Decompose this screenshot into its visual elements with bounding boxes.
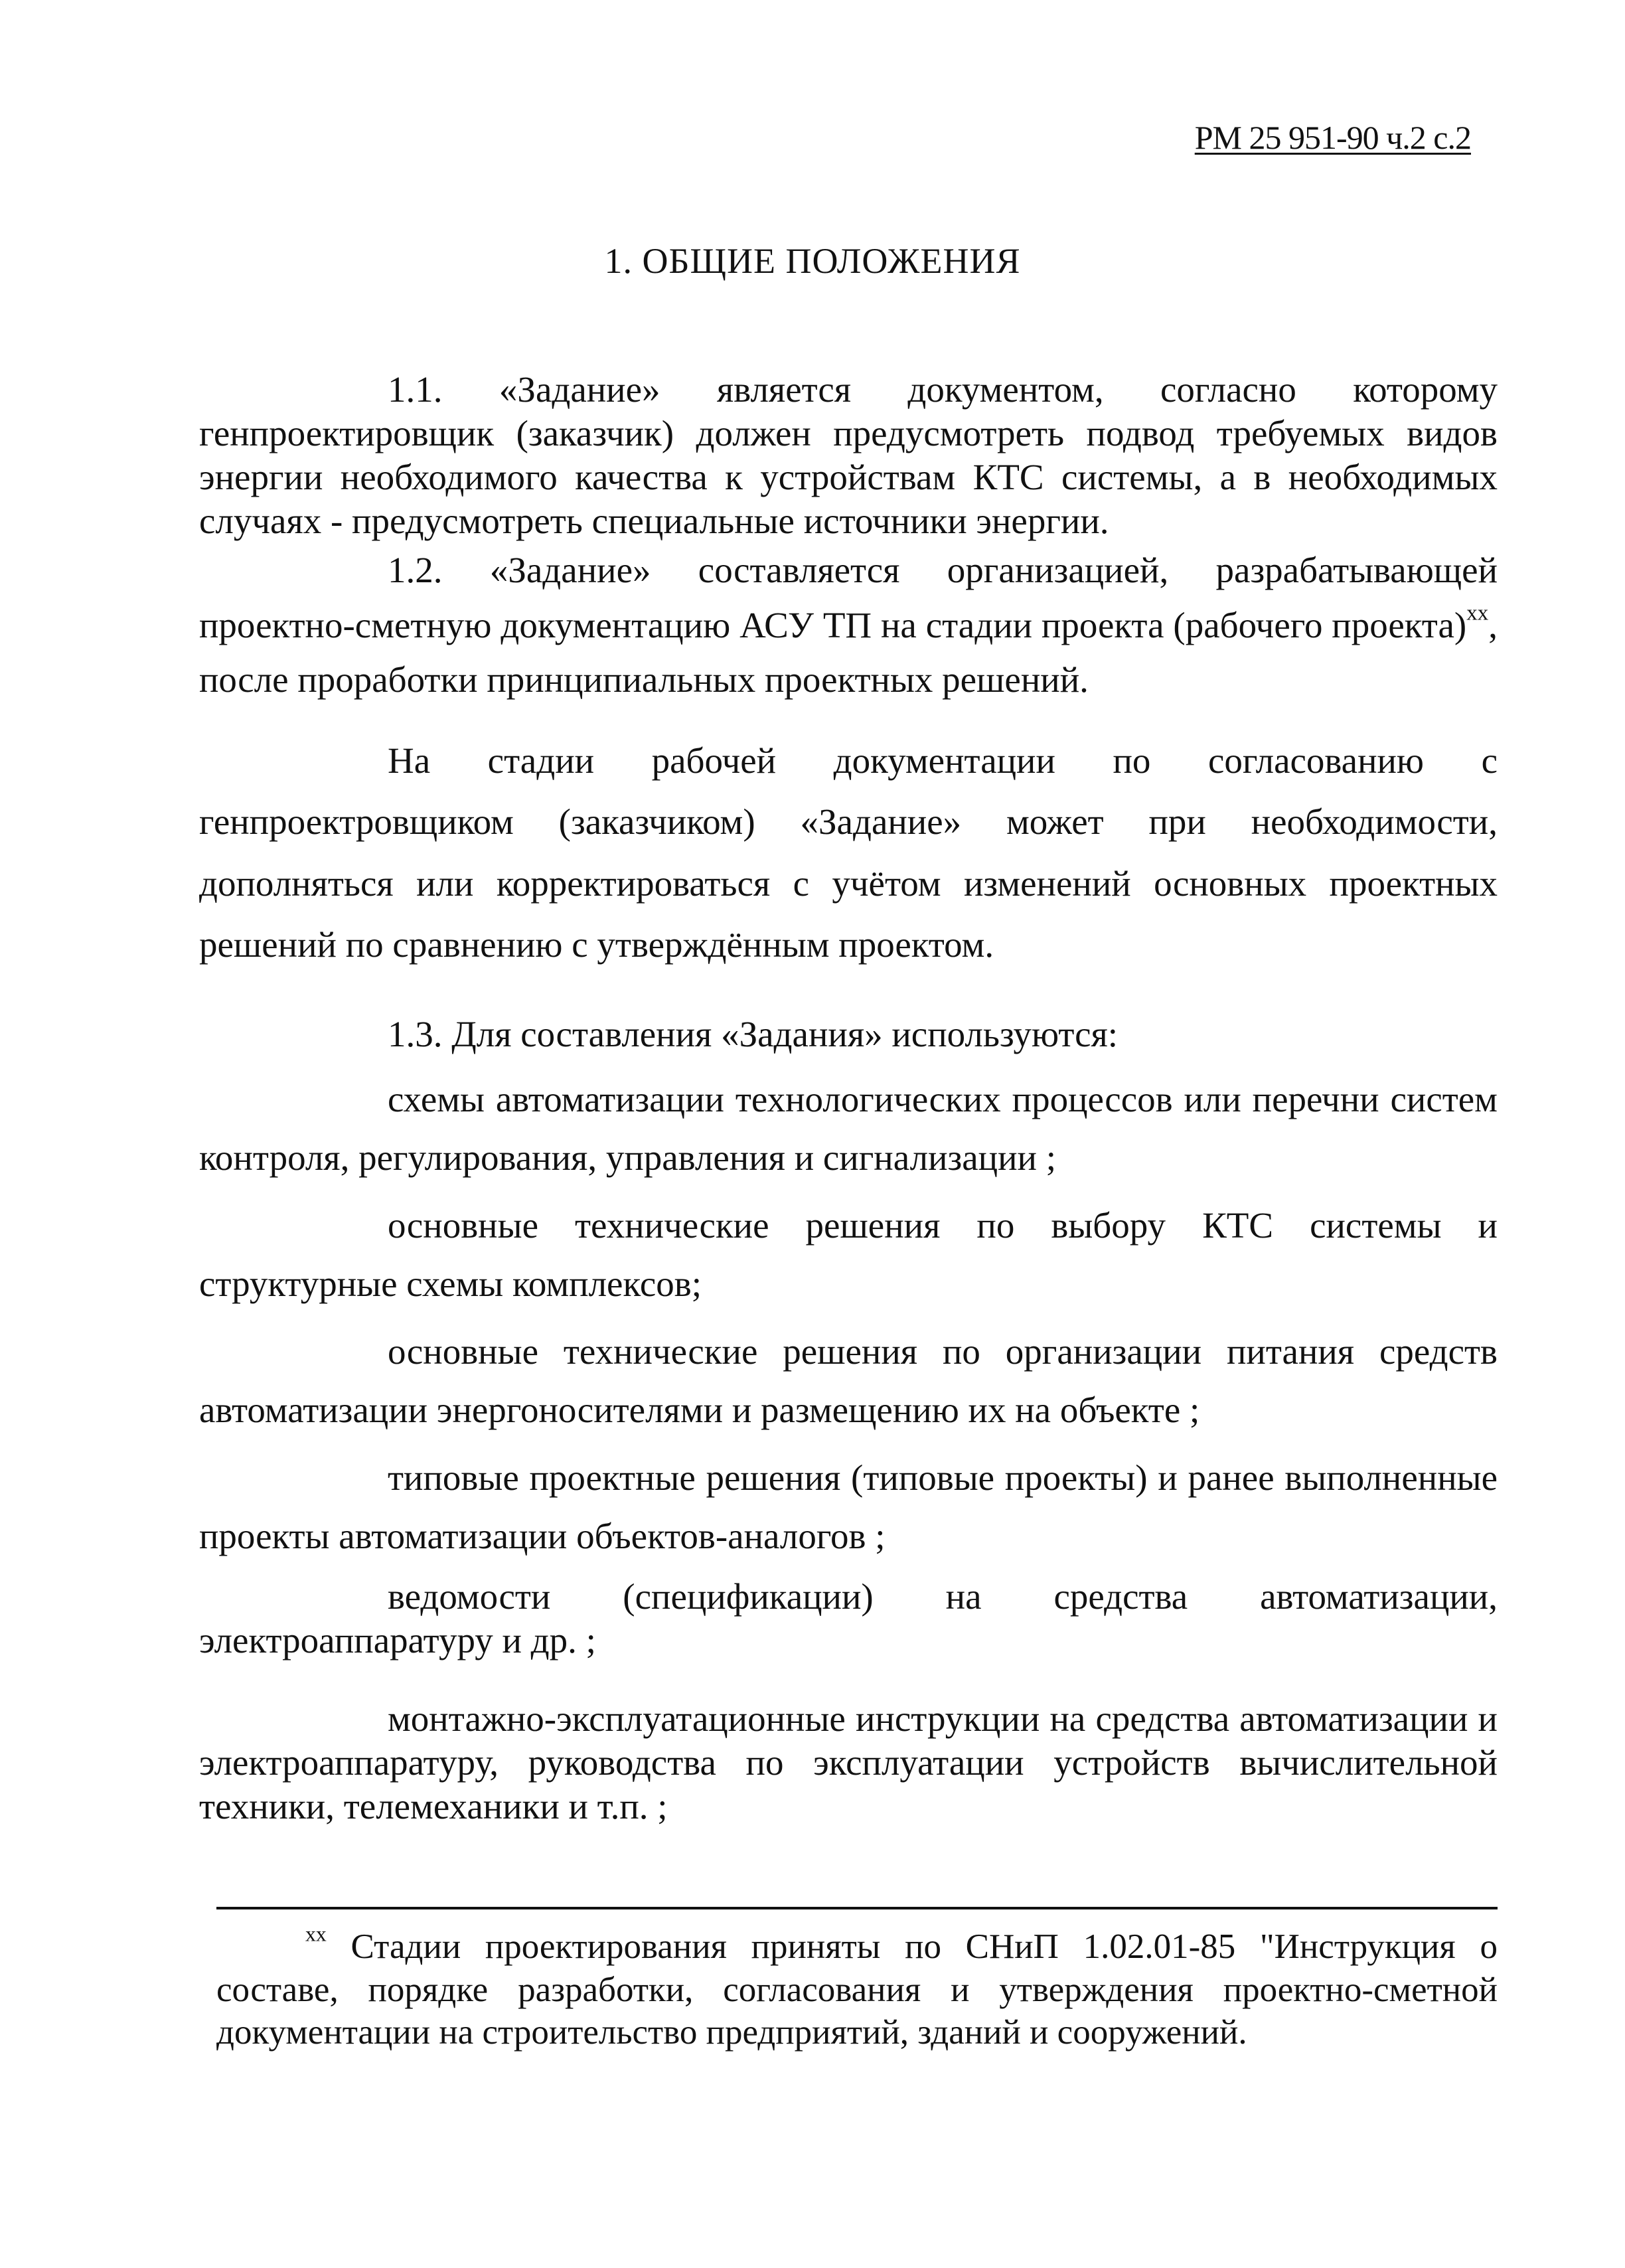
footnote-text: Стадии проектирования приняты по СНиП 1.02.01-85 "Инструкция о составе, порядке разработки, согласования и утверждения проектно-сметной документации на строительство предприятий, зданий и сооружений.: [216, 1927, 1498, 2052]
list-item: основные технические решения по выбору КТС системы и структурные схемы комплексов;: [199, 1205, 1498, 1304]
footnote-reference-mark: xx: [1466, 601, 1489, 625]
list-item: схемы автоматизации технологических процессов или перечни систем контроля, регулирования, управления и сигнализации ;: [199, 1079, 1498, 1178]
footnote-mark: xx: [305, 1922, 327, 1946]
list-item: ведомости (спецификации) на средства автоматизации, электроаппаратуру и др. ;: [199, 1576, 1498, 1660]
paragraph-1-2-tail: , после проработки принципиальных проектных решений.: [199, 604, 1498, 700]
paragraph-1-2-text: 1.2. «Задание» составляется организацией, разрабатывающей проектно-сметную документацию АСУ ТП на стадии проекта (рабочего проекта): [199, 550, 1498, 645]
paragraph-1-2: [199, 543, 1498, 708]
source-documents-list: [199, 1070, 1498, 1838]
paragraph-1-3: 1.3. Для составления «Задания» используются:: [388, 1014, 1119, 1054]
list-item: монтажно-эксплуатационные инструкции на средства автоматизации и электроаппаратуру, руководства по эксплуатации устройств вычислительной техники, телемеханики и т.п. ;: [199, 1698, 1498, 1826]
list-item: основные технические решения по организации питания средств автоматизации энергоносителями и размещению их на объекте ;: [199, 1331, 1498, 1430]
document-reference-header: РМ 25 951-90 ч.2 с.2: [1194, 119, 1471, 156]
list-item: типовые проектные решения (типовые проекты) и ранее выполненные проекты автоматизации объектов-аналогов ;: [199, 1457, 1498, 1556]
paragraph-1-1: 1.1. «Задание» является документом, согласно которому генпроектировщик (заказчик) должен предусмотреть подвод требуемых видов энергии необходимого качества к устройствам КТС системы, а в необходимых случаях - предусмотреть специальные источники энергии.: [199, 369, 1498, 541]
footnote-divider: [216, 1907, 1498, 1909]
paragraph-1-2-continuation: На стадии рабочей документации по согласованию с генпроектровщиком (заказчиком) «Задание» может при необходимости, дополняться или корректироваться с учётом изменений основных проектных решений по сравнению с утверждённым проектом.: [199, 740, 1498, 965]
footnote: [216, 1922, 1498, 2054]
section-title: 1. ОБЩИЕ ПОЛОЖЕНИЯ: [604, 241, 1021, 281]
